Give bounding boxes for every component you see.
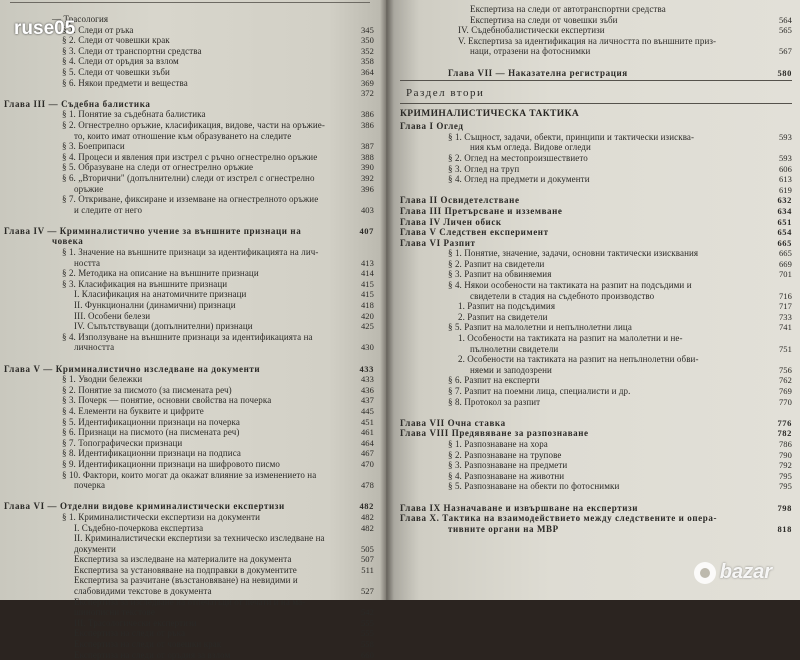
- toc-entry-title: § 5. Разпознаване на обекти по фотоснимки: [448, 481, 620, 492]
- toc-entry-title: ността: [74, 257, 101, 268]
- toc-entry: [4, 501, 374, 512]
- toc-entry: [4, 289, 374, 300]
- toc-entry-page: 396: [360, 183, 374, 194]
- toc-entry: [4, 639, 374, 650]
- toc-entry-title: Експертиза за разчитане (възстановяване) на невидими и: [74, 575, 298, 586]
- toc-entry: [4, 470, 374, 481]
- toc-entry-page: 358: [360, 56, 374, 67]
- toc-entry: [400, 354, 792, 365]
- toc-entry-page: 619: [778, 184, 792, 195]
- left-page: [0, 0, 386, 660]
- toc-entry-title: Глава IV — Криминалистично учение за външните признаци на: [4, 225, 302, 236]
- toc-entry-title: § 5. Идентификационни признаци на почерка: [62, 416, 240, 427]
- toc-entry: [4, 268, 374, 279]
- toc-entry: [4, 575, 374, 586]
- toc-entry: [4, 279, 374, 290]
- toc-entry: [4, 300, 374, 311]
- toc-entry-title: § 4. Някои особености на тактиката на разпит на подсъдими и: [448, 280, 692, 291]
- toc-entry-page: 364: [360, 66, 374, 77]
- toc-entry: [4, 46, 374, 57]
- toc-entry: [400, 439, 792, 450]
- toc-entry: [400, 291, 792, 302]
- divider: [400, 80, 792, 81]
- toc-entry: [4, 650, 374, 660]
- toc-entry-page: 798: [777, 502, 792, 513]
- toc-entry: [4, 523, 374, 534]
- toc-entry: [4, 448, 374, 459]
- toc-entry-title: документи: [74, 543, 116, 554]
- toc-entry-page: 430: [360, 342, 374, 353]
- toc-entry-page: 818: [777, 523, 792, 534]
- toc-entry: [400, 375, 792, 386]
- toc-entry-title: Глава IX Назначаване и извършване на експертизи: [400, 502, 639, 513]
- toc-entry-title: Експертиза на следи от човешки крак: [74, 639, 222, 650]
- toc-entry-page: 511: [361, 564, 374, 575]
- toc-entry-title: § 3. Почерк — понятие, основни свойства на почерка: [62, 395, 272, 406]
- toc-entry-page: 786: [778, 438, 792, 449]
- toc-entry-page: 555: [360, 617, 374, 628]
- toc-entry: [400, 418, 792, 429]
- toc-entry: [4, 427, 374, 438]
- toc-entry-page: 482: [360, 522, 374, 533]
- toc-entry: [4, 406, 374, 417]
- toc-entry-page: 464: [360, 437, 374, 448]
- toc-entry-page: 415: [360, 289, 374, 300]
- toc-entry-title: § 2. Разпознаване на трупове: [448, 449, 562, 460]
- toc-entry-title: Експертиза за установяване на подправки в документите: [74, 564, 297, 575]
- toc-entry: [4, 586, 374, 597]
- toc-entry: [400, 248, 792, 259]
- toc-entry-title: § 4. Използуване на външните признаци за идентификацията на: [62, 331, 313, 342]
- toc-entry-title: човека: [52, 236, 84, 247]
- toc-entry-title: § 2. Оглед на местопроизшествието: [448, 152, 588, 163]
- toc-entry-page: 461: [360, 427, 374, 438]
- toc-entry-title: § 5. Разпит на малолетни и непълнолетни лица: [448, 322, 632, 333]
- toc-entry: [4, 215, 374, 226]
- toc-entry: [400, 132, 792, 143]
- toc-entry-page: 386: [360, 119, 374, 130]
- toc-entry-title: § 7. Откриване, фиксиране и изземване на огнестрелното оръжие: [62, 194, 319, 205]
- toc-entry: [4, 109, 374, 120]
- toc-entry: [4, 184, 374, 195]
- toc-entry-page: 717: [778, 301, 792, 312]
- toc-entry: [4, 162, 374, 173]
- toc-entry: [400, 481, 792, 492]
- toc-entry-page: 762: [778, 375, 792, 386]
- toc-entry-title: 1. Особености на тактиката на разпит на малолетни и не-: [458, 333, 683, 344]
- toc-entry-page: 751: [778, 343, 792, 354]
- toc-entry: [4, 321, 374, 332]
- toc-entry: [4, 607, 374, 618]
- toc-entry: [4, 597, 374, 608]
- toc-entry: [4, 131, 374, 142]
- toc-entry-title: 2. Разпит на свидетели: [458, 311, 548, 322]
- toc-entry-title: § 4. Следи от оръдия за взлом: [62, 56, 179, 67]
- toc-entry-title: § 1. Уводни бележки: [62, 374, 143, 385]
- toc-entry: [4, 120, 374, 131]
- toc-entry-page: 527: [360, 586, 374, 597]
- toc-entry: [4, 173, 374, 184]
- toc-entry-title: Глава V — Криминалистично изследване на документи: [4, 363, 261, 374]
- toc-entry: [400, 36, 792, 47]
- toc-entry-page: 420: [360, 310, 374, 321]
- toc-entry: [400, 46, 792, 57]
- toc-entry: [4, 226, 374, 237]
- toc-entry-title: III. Трасологически експертизи: [74, 617, 197, 628]
- toc-entry-page: 665: [778, 248, 792, 259]
- toc-entry: [400, 492, 792, 503]
- toc-entry-title: Глава X. Тактика на взаимодействието между следствените и опера-: [400, 513, 718, 524]
- toc-entry: [4, 565, 374, 576]
- toc-entry-page: 414: [360, 268, 374, 279]
- toc-entry-title: Глава VII — Наказателна регистрация: [448, 67, 628, 78]
- toc-entry-page: 613: [778, 174, 792, 185]
- toc-entry-title: I. Съдебно-почеркова експертиза: [74, 522, 204, 533]
- toc-entry-title: и следите от него: [74, 204, 143, 215]
- toc-entry-title: 1. Разпит на подсъдимия: [458, 301, 556, 312]
- toc-entry: [4, 205, 374, 216]
- toc-entry: [400, 428, 792, 439]
- toc-entry-page: 467: [360, 448, 374, 459]
- toc-entry-page: 741: [778, 322, 792, 333]
- toc-entry-page: 470: [360, 458, 374, 469]
- toc-entry-title: почерка: [74, 480, 106, 491]
- toc-entry-page: 451: [360, 416, 374, 427]
- toc-entry-title: § 2. Следи от човешки крак: [62, 35, 170, 46]
- toc-entry-page: 770: [778, 396, 792, 407]
- toc-entry-page: 403: [360, 204, 374, 215]
- toc-entry: [400, 195, 792, 206]
- toc-entry: [400, 301, 792, 312]
- toc-entry-title: IV. Съпътствуващи (допълнителни) признаци: [74, 321, 253, 332]
- toc-entry-page: 392: [360, 172, 374, 183]
- toc-entry: [400, 164, 792, 175]
- toc-entry: [4, 417, 374, 428]
- toc-entry-title: II. Функционални (динамични) признаци: [74, 300, 236, 311]
- toc-entry: [4, 374, 374, 385]
- toc-entry: [400, 503, 792, 514]
- toc-entry-title: § 2. Разпит на свидетели: [448, 258, 545, 269]
- toc-entry-title: слабовидими текстове в документа: [74, 586, 212, 597]
- toc-entry-title: § 1. Понятие, значение, задачи, основни тактически изисквания: [448, 248, 699, 259]
- watermark-site-text: bazar: [719, 561, 772, 583]
- toc-entry-title: § 7. Топографически признаци: [62, 437, 183, 448]
- toc-entry-title: Глава VII Очна ставка: [400, 417, 506, 428]
- toc-entry: [4, 141, 374, 152]
- toc-entry-page: 505: [360, 543, 374, 554]
- toc-entry: [400, 322, 792, 333]
- toc-entry-title: § 3. Оглед на труп: [448, 163, 520, 174]
- toc-entry-page: 433: [360, 374, 374, 385]
- toc-entry-page: 445: [360, 405, 374, 416]
- toc-entry: [400, 4, 792, 15]
- toc-entry-page: 792: [778, 460, 792, 471]
- toc-entry: [400, 386, 792, 397]
- toc-entry: [4, 544, 374, 555]
- toc-entry: [4, 78, 374, 89]
- toc-entry: [400, 513, 792, 524]
- toc-entry: [4, 618, 374, 629]
- toc-entry: [400, 524, 792, 535]
- toc-entry-page: 580: [777, 67, 792, 78]
- toc-entry-title: § 10. Фактори, които могат да окажат влияние за изменението на: [62, 469, 317, 480]
- toc-entry: [4, 247, 374, 258]
- toc-entry-page: 555: [360, 628, 374, 639]
- toc-entry-page: 433: [359, 363, 374, 374]
- toc-entry: [4, 385, 374, 396]
- toc-entry-title: няеми и заподозрени: [470, 364, 552, 375]
- toc-entry: [400, 121, 792, 132]
- toc-entry-title: ния към огледа. Видове огледи: [470, 142, 591, 153]
- toc-entry-title: Глава VIII Предявяване за разпознаване: [400, 428, 589, 439]
- toc-entry-title: § 6. Някои предмети и вещества: [62, 77, 188, 88]
- toc-entry-page: 776: [777, 417, 792, 428]
- toc-entry-page: 482: [359, 501, 374, 512]
- toc-entry-title: II. Криминалистически експертизи за техническо изследване на: [74, 533, 325, 544]
- toc-entry-title: § 6. „Вторични" (допълнителни) следи от изстрел с огнестрелно: [62, 172, 315, 183]
- toc-entry-title: § 3. Разпознаване на предмети: [448, 460, 568, 471]
- toc-entry: [4, 628, 374, 639]
- toc-entry-page: 436: [360, 384, 374, 395]
- toc-entry: [400, 460, 792, 471]
- toc-entry: [4, 332, 374, 343]
- toc-entry-title: свидетели в стадия на съдебното производство: [470, 290, 655, 301]
- top-rule: [10, 2, 370, 3]
- toc-entry: [400, 365, 792, 376]
- toc-entry-page: 418: [360, 300, 374, 311]
- toc-entry-page: 388: [360, 151, 374, 162]
- toc-entry: [400, 153, 792, 164]
- toc-entry-title: § 2. Понятие за писмото (за писмената реч): [62, 384, 232, 395]
- watermark-site: [694, 561, 772, 584]
- toc-entry-page: 756: [778, 364, 792, 375]
- toc-entry: [400, 407, 792, 418]
- toc-entry: [4, 236, 374, 247]
- toc-entry: [4, 438, 374, 449]
- toc-entry-title: Експертиза на следи от ръка: [74, 628, 186, 639]
- toc-entry: [4, 67, 374, 78]
- toc-entry-title: § 2. Методика на описание на външните признаци: [62, 268, 259, 279]
- toc-entry-title: § 3. Класификация на външните признаци: [62, 278, 228, 289]
- toc-entry-page: 567: [778, 46, 792, 57]
- toc-entry-title: Експертиза на следи от автотранспортни средства: [470, 4, 666, 14]
- toc-entry-title: Експертиза на следи от оръдия за взлом: [74, 649, 231, 660]
- watermark-seller: ruse05: [14, 18, 76, 39]
- toc-entry: [4, 533, 374, 544]
- toc-entry-title: V. Експертиза за идентификация на личността по външните приз-: [458, 35, 717, 46]
- toc-entry-title: § 1. Значение на външните признаци за идентификацията на лич-: [62, 247, 319, 258]
- toc-entry-page: 733: [778, 311, 792, 322]
- toc-entry: [400, 280, 792, 291]
- toc-entry-title: § 4. Процеси и явления при изстрел с ръчно огнестрелно оръжие: [62, 151, 318, 162]
- toc-entry-title: § 1. Следи от ръка: [62, 24, 134, 35]
- toc-entry-title: § 4. Елементи на буквите и цифрите: [62, 405, 204, 416]
- toc-entry-page: 482: [360, 511, 374, 522]
- toc-entry-title: Експертиза за изследване на материалите на документа: [74, 554, 292, 565]
- toc-entry-page: 369: [360, 77, 374, 88]
- toc-entry-title: § 7. Разпит на поемни лица, специалисти и др.: [448, 386, 631, 396]
- toc-entry-page: 387: [360, 141, 374, 152]
- toc-entry-title: I. Класификация на анатомичните признаци: [74, 289, 247, 300]
- toc-entry: [400, 333, 792, 344]
- toc-entry-page: 665: [777, 237, 792, 248]
- toc-entry: [4, 194, 374, 205]
- toc-entry-page: 795: [778, 470, 792, 481]
- toc-entry: [400, 174, 792, 185]
- toc-entry-page: 407: [359, 225, 374, 236]
- toc-entry-title: § 3. Боеприпаси: [62, 141, 125, 152]
- toc-entry: [4, 342, 374, 353]
- toc-entry-page: 542: [360, 607, 374, 618]
- toc-entry-page: 660: [360, 649, 374, 660]
- logo-icon: [694, 562, 716, 584]
- toc-entry-title: § 1. Понятие за съдебната балистика: [62, 109, 206, 120]
- toc-entry: [400, 15, 792, 26]
- toc-entry-page: 593: [778, 152, 792, 163]
- toc-entry: [4, 395, 374, 406]
- toc-entry: [400, 259, 792, 270]
- toc-entry: [400, 185, 792, 196]
- toc-entry-title: наци, отразени на фотоснимки: [470, 46, 591, 57]
- toc-entry-title: § 3. Следи от транспортни средства: [62, 45, 202, 56]
- toc-entry-title: Глава IV Личен обиск: [400, 216, 502, 227]
- toc-entry-title: 2. Особености на тактиката на разпит на непълнолетни обви-: [458, 354, 699, 365]
- toc-entry: [4, 512, 374, 523]
- toc-entry: [400, 227, 792, 238]
- toc-entry-title: § 6. Признаци на писмото (на писмената реч): [62, 427, 240, 438]
- toc-entry: [400, 25, 792, 36]
- toc-entry-page: 669: [778, 258, 792, 269]
- toc-entry: [400, 312, 792, 323]
- toc-entry: [4, 56, 374, 67]
- toc-entry-page: 390: [360, 162, 374, 173]
- toc-entry: [4, 99, 374, 110]
- toc-entry-title: § 6. Разпит на експерти: [448, 375, 540, 386]
- toc-entry-title: § 2. Огнестрелно оръжие, класификация, видове, части на оръжие-: [62, 119, 325, 130]
- toc-entry-page: 654: [777, 227, 792, 238]
- toc-entry-page: 350: [360, 35, 374, 46]
- toc-entry: [400, 142, 792, 153]
- toc-entry: [400, 57, 792, 68]
- toc-entry-title: § 4. Оглед на предмети и документи: [448, 174, 590, 185]
- toc-entry-page: 437: [360, 395, 374, 406]
- right-page: [386, 0, 800, 600]
- divider: [400, 103, 792, 104]
- toc-entry: [4, 88, 374, 99]
- toc-entry-page: 386: [360, 109, 374, 120]
- toc-entry-page: 651: [777, 216, 792, 227]
- toc-entry-page: 558: [360, 639, 374, 650]
- toc-entry: [400, 238, 792, 249]
- toc-entry-page: 425: [360, 321, 374, 332]
- book-spine: [380, 0, 394, 600]
- toc-entry: [400, 471, 792, 482]
- toc-entry: [400, 206, 792, 217]
- toc-entry-title: Глава VI Разпит: [400, 237, 476, 248]
- toc-entry-page: 632: [777, 195, 792, 206]
- toc-entry-page: 415: [360, 278, 374, 289]
- toc-entry: [400, 344, 792, 355]
- toc-entry: [400, 68, 792, 79]
- toc-entry-page: 769: [778, 386, 792, 396]
- toc-entry: [400, 450, 792, 461]
- toc-entry: [4, 480, 374, 491]
- toc-entry-page: 345: [360, 24, 374, 35]
- toc-entry-title: § 1. Същност, задачи, обекти, принципи и тактически изисква-: [448, 131, 695, 142]
- toc-entry-page: 634: [777, 205, 792, 216]
- toc-entry-page: 701: [778, 269, 792, 280]
- toc-entry-title: IV. Съдебнобалистически експертизи: [458, 25, 605, 36]
- toc-entry: [4, 554, 374, 565]
- toc-entry: [400, 217, 792, 228]
- toc-entry-page: 372: [360, 88, 374, 99]
- toc-entry-title: Глава III Претърсване и изземване: [400, 205, 563, 216]
- toc-entry-page: 478: [360, 480, 374, 491]
- toc-entry-title: § 8. Протокол за разпит: [448, 396, 541, 407]
- toc-entry-title: § 8. Идентификационни признаци на подписа: [62, 448, 242, 459]
- toc-entry-title: Глава II Освидетелстване: [400, 195, 520, 206]
- toc-entry: [4, 152, 374, 163]
- toc-entry-page: 795: [778, 481, 792, 492]
- section-title: Раздел втори: [406, 87, 485, 100]
- toc-entry: [4, 258, 374, 269]
- toc-entry-title: оръжие: [74, 183, 104, 194]
- toc-entry-title: пълнолетни свидетели: [470, 343, 559, 354]
- toc-entry-page: 352: [360, 45, 374, 56]
- toc-entry: [4, 364, 374, 375]
- toc-entry-title: Глава V Следствен експеримент: [400, 227, 549, 238]
- toc-entry: [4, 491, 374, 502]
- toc-entry-title: Експертиза за изследване на отпечатъци от печати и на ма-: [74, 596, 306, 607]
- toc-entry-title: III. Особени белези: [74, 310, 151, 321]
- toc-entry: [4, 353, 374, 364]
- toc-entry-title: § 5. Образуване на следи от огнестрелно оръжие: [62, 162, 254, 173]
- toc-entry-title: Експертиза на следи от човешки зъби: [470, 14, 618, 25]
- toc-entry-title: § 1. Разпознаване на хора: [448, 438, 548, 449]
- toc-entry-title: § 5. Следи от човешки зъби: [62, 66, 170, 77]
- toc-entry-page: 507: [360, 554, 374, 565]
- toc-entry-title: Глава VI — Отделни видове криминалистически експертизи: [4, 501, 285, 512]
- toc-entry-page: 606: [778, 163, 792, 174]
- right-table-of-contents: [400, 4, 792, 534]
- toc-entry: [4, 311, 374, 322]
- toc-entry-title: то, които имат отношение към образуването на следите: [74, 130, 292, 141]
- toc-entry: [4, 459, 374, 470]
- toc-entry-title: § 4. Разпознаване на животни: [448, 470, 565, 481]
- toc-entry-title: Глава I Оглед: [400, 121, 464, 132]
- toc-entry-title: § 3. Разпит на обвиняемия: [448, 269, 552, 280]
- toc-entry-title: — Трасология: [52, 14, 109, 24]
- toc-entry: [400, 397, 792, 408]
- toc-entry-page: 413: [360, 257, 374, 268]
- toc-entry-page: 716: [778, 290, 792, 301]
- toc-entry-page: 565: [778, 25, 792, 36]
- toc-entry-page: 790: [778, 449, 792, 460]
- toc-entry: [400, 269, 792, 280]
- toc-entry-title: шинописни текстове: [74, 607, 155, 618]
- toc-entry-title: Глава III — Съдебна балистика: [4, 98, 151, 109]
- toc-entry-title: личността: [74, 342, 115, 353]
- toc-entry-title: § 9. Идентификационни признаци на шифровото писмо: [62, 458, 280, 469]
- section-heading: КРИМИНАЛИСТИЧЕСКА ТАКТИКА: [400, 109, 580, 120]
- toc-entry-title: тивните органи на МВР: [448, 523, 559, 534]
- toc-entry-page: 564: [778, 14, 792, 25]
- toc-entry-page: 782: [777, 428, 792, 439]
- left-table-of-contents: [4, 14, 374, 660]
- toc-entry-title: § 1. Криминалистически експертизи на документи: [62, 511, 261, 522]
- toc-entry-page: 593: [778, 131, 792, 142]
